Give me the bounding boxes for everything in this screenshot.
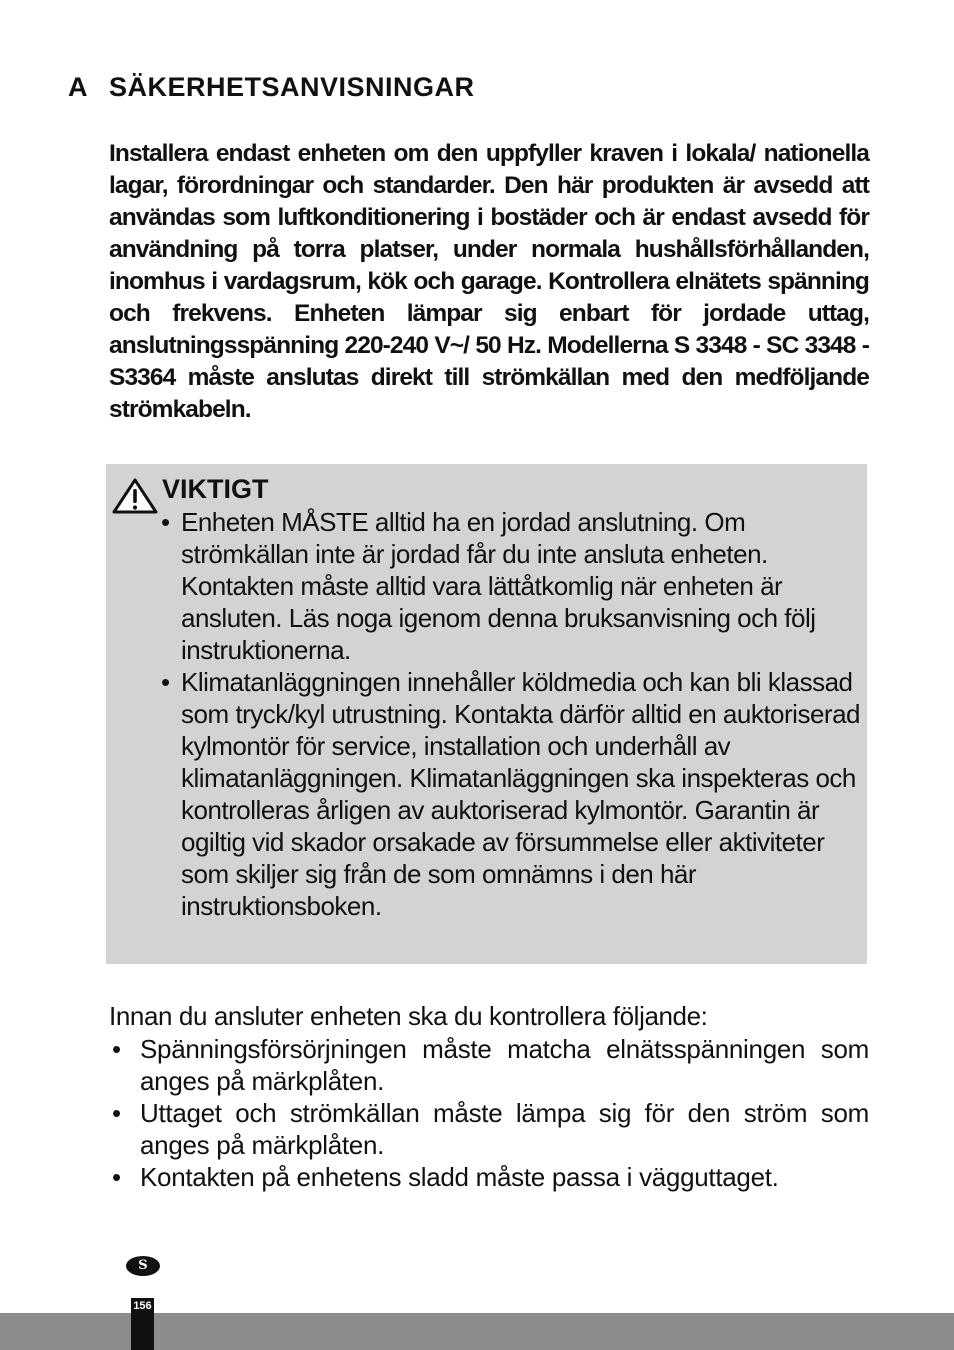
check-item-text: Spänningsförsörjningen måste matcha elnätsspänningen som anges på märkplåten. bbox=[140, 1034, 869, 1096]
warning-item-text: Klimatanläggningen innehåller köldmedia och kan bli klassad som tryck/kyl utrustning. Kontakta därför alltid en auktoriserad kylmontör för service, installation och underhåll av klimatanläggningen. Klimatanläggningen ska inspekteras och kontrolleras årligen av auktoriserad kylmontör. Garantin är ogiltig vid skador orsakade av försummelse eller aktiviteter som skiljer sig från de som omnämns i den här instruktionsboken. bbox=[181, 667, 860, 921]
warning-item-text: Enheten MÅSTE alltid ha en jordad anslutning. Om strömkällan inte är jordad får du inte ansluta enheten. Kontakten måste alltid vara lättåtkomlig när enheten är ansluten. Läs noga igenom denna bruksanvisning och följ instruktionerna. bbox=[181, 507, 816, 665]
list-item bbox=[109, 1097, 869, 1161]
language-badge: S bbox=[126, 1256, 160, 1276]
warning-list bbox=[161, 506, 861, 922]
bullet-icon: • bbox=[112, 1098, 121, 1128]
warning-title: VIKTIGT bbox=[162, 474, 269, 504]
list-item bbox=[109, 1033, 869, 1097]
bullet-icon: • bbox=[112, 1162, 121, 1192]
warning-triangle-icon bbox=[112, 478, 158, 514]
bullet-icon: • bbox=[161, 507, 170, 537]
bullet-icon: • bbox=[161, 667, 170, 697]
bullet-icon: • bbox=[112, 1034, 121, 1064]
warning-box bbox=[106, 464, 867, 964]
section-title: SÄKERHETSANVISNINGAR bbox=[109, 72, 475, 102]
check-item-text: Kontakten på enhetens sladd måste passa i vägguttaget. bbox=[140, 1162, 779, 1192]
list-item bbox=[161, 506, 861, 666]
list-item bbox=[109, 1161, 869, 1193]
checks-intro: Innan du ansluter enheten ska du kontrollera följande: bbox=[109, 1001, 708, 1031]
section-letter: A bbox=[68, 72, 88, 102]
check-item-text: Uttaget och strömkällan måste lämpa sig för den ström som anges på märkplåten. bbox=[140, 1098, 869, 1160]
checks-list bbox=[109, 1033, 869, 1193]
intro-paragraph: Installera endast enheten om den uppfyller kraven i lokala/ nationella lagar, förordningar och standarder. Den här produkten är avsedd att användas som luftkonditionering i bostäder och är endast avsedd för användning på torra platser, under normala hushållsförhållanden, inomhus i vardagsrum, kök och garage. Kontrollera elnätets spänning och frekvens. Enheten lämpar sig enbart för jordade uttag, anslutningsspänning 220-240 V~/ 50 Hz. Modellerna S 3348 - SC 3348 - S3364 måste anslutas direkt till strömkällan med den medföljande strömkabeln. bbox=[109, 140, 869, 423]
list-item bbox=[161, 666, 861, 922]
page-number: 156 bbox=[131, 1298, 154, 1350]
